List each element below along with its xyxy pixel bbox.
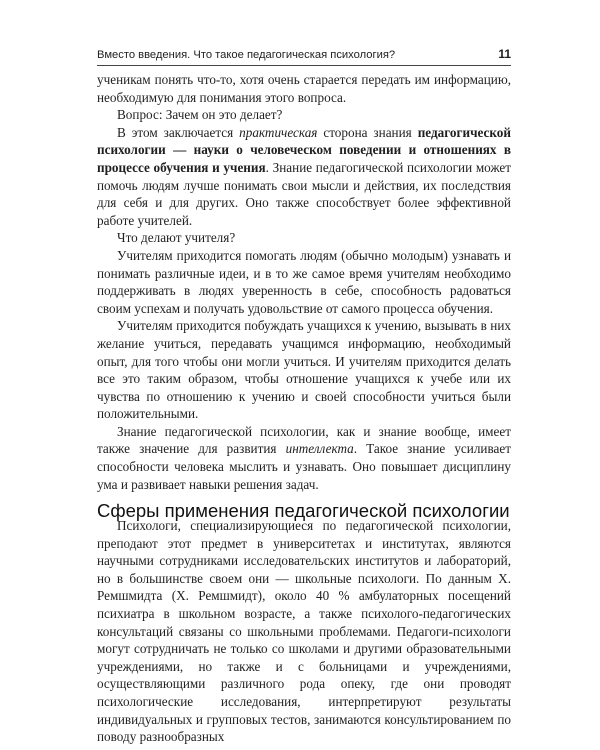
- paragraph-spheres: Психологи, специализирующиеся по педагогической психологии, преподают этот предмет в университетах и институтах, являются научными сотрудниками исследовательских институтов и лабораторий, но в большинстве своем они — школьные психологи. По данным Х. Ремшмидта (Х. Ремшмидт), около 40 % амбулаторных посещений психиатра в школьном возрасте, а также психолого-педагогических консультаций связаны со школьными проблемами. Педагоги-психологи могут сотрудничать не только со школами и другими образовательными учреждениями, но также и с больницами и учреждениями, осуществляющими различного рода опеку, где они проводят психологические исследования, интерпретируют результаты индивидуальных и групповых тестов, занимаются консультированием по поводу разнообразных: [97, 518, 511, 745]
- emphasis-practical: практическая: [239, 124, 318, 140]
- paragraph-practical-side: В этом заключается практическая сторона знания педагогической психологии — науки о человеческом поведении и отношениях в процессе обучения и учения. Знание педагогической психологии может помочь людям лучше понимать свои мысли и действия, их последствия для себя и для других. Оно также способствует более эффективной работе учителей.: [97, 124, 512, 228]
- body-text-top: [97, 71, 511, 493]
- paragraph-intellect: Знание педагогической психологии, как и знание вообще, имеет также значение для развития интеллекта. Такое знание усиливает способности человека мыслить и узнавать. Оно повышает дисциплину ума и развивает навыки решения задач.: [97, 423, 511, 492]
- section-heading: Сферы применения педагогической психологии: [97, 500, 510, 522]
- paragraph-teachers-help: Учителям приходится помогать людям (обычно молодым) узнавать и понимать различные идеи, и в то же самое время учителям необходимо поддерживать в людях уверенность в себе, способность радоваться своим успехам и получать удовольствие от самого процесса обучения.: [97, 247, 511, 316]
- paragraph-question-why: Вопрос: Зачем он это делает?: [117, 107, 283, 123]
- running-header: [97, 40, 511, 66]
- paragraph-continued: ученикам понять что-то, хотя очень старается передать им информацию, необходимую для понимания этого вопроса.: [97, 72, 511, 105]
- paragraph-teachers-motivate: Учителям приходится побуждать учащихся к учению, вызывать в них желание учиться, передавать учащимся информацию, необходимый опыт, для того чтобы они могли учиться. И учителям приходится делать все это таким образом, чтобы отношение учащихся к учебе или их чувства по отношению к учению и своей способности учиться были положительными.: [97, 318, 511, 422]
- emphasis-intellect: интеллекта: [285, 441, 354, 457]
- paragraph-question-teachers: Что делают учителя?: [117, 230, 236, 246]
- running-header-title: Вместо введения. Что такое педагогическая психология?: [97, 49, 396, 61]
- page-number: 11: [498, 47, 511, 61]
- body-text-section: [97, 517, 511, 746]
- definition-bold: педагогической психологии — науки о человеческом поведении и отношениях в процессе обучения и учения: [97, 124, 511, 175]
